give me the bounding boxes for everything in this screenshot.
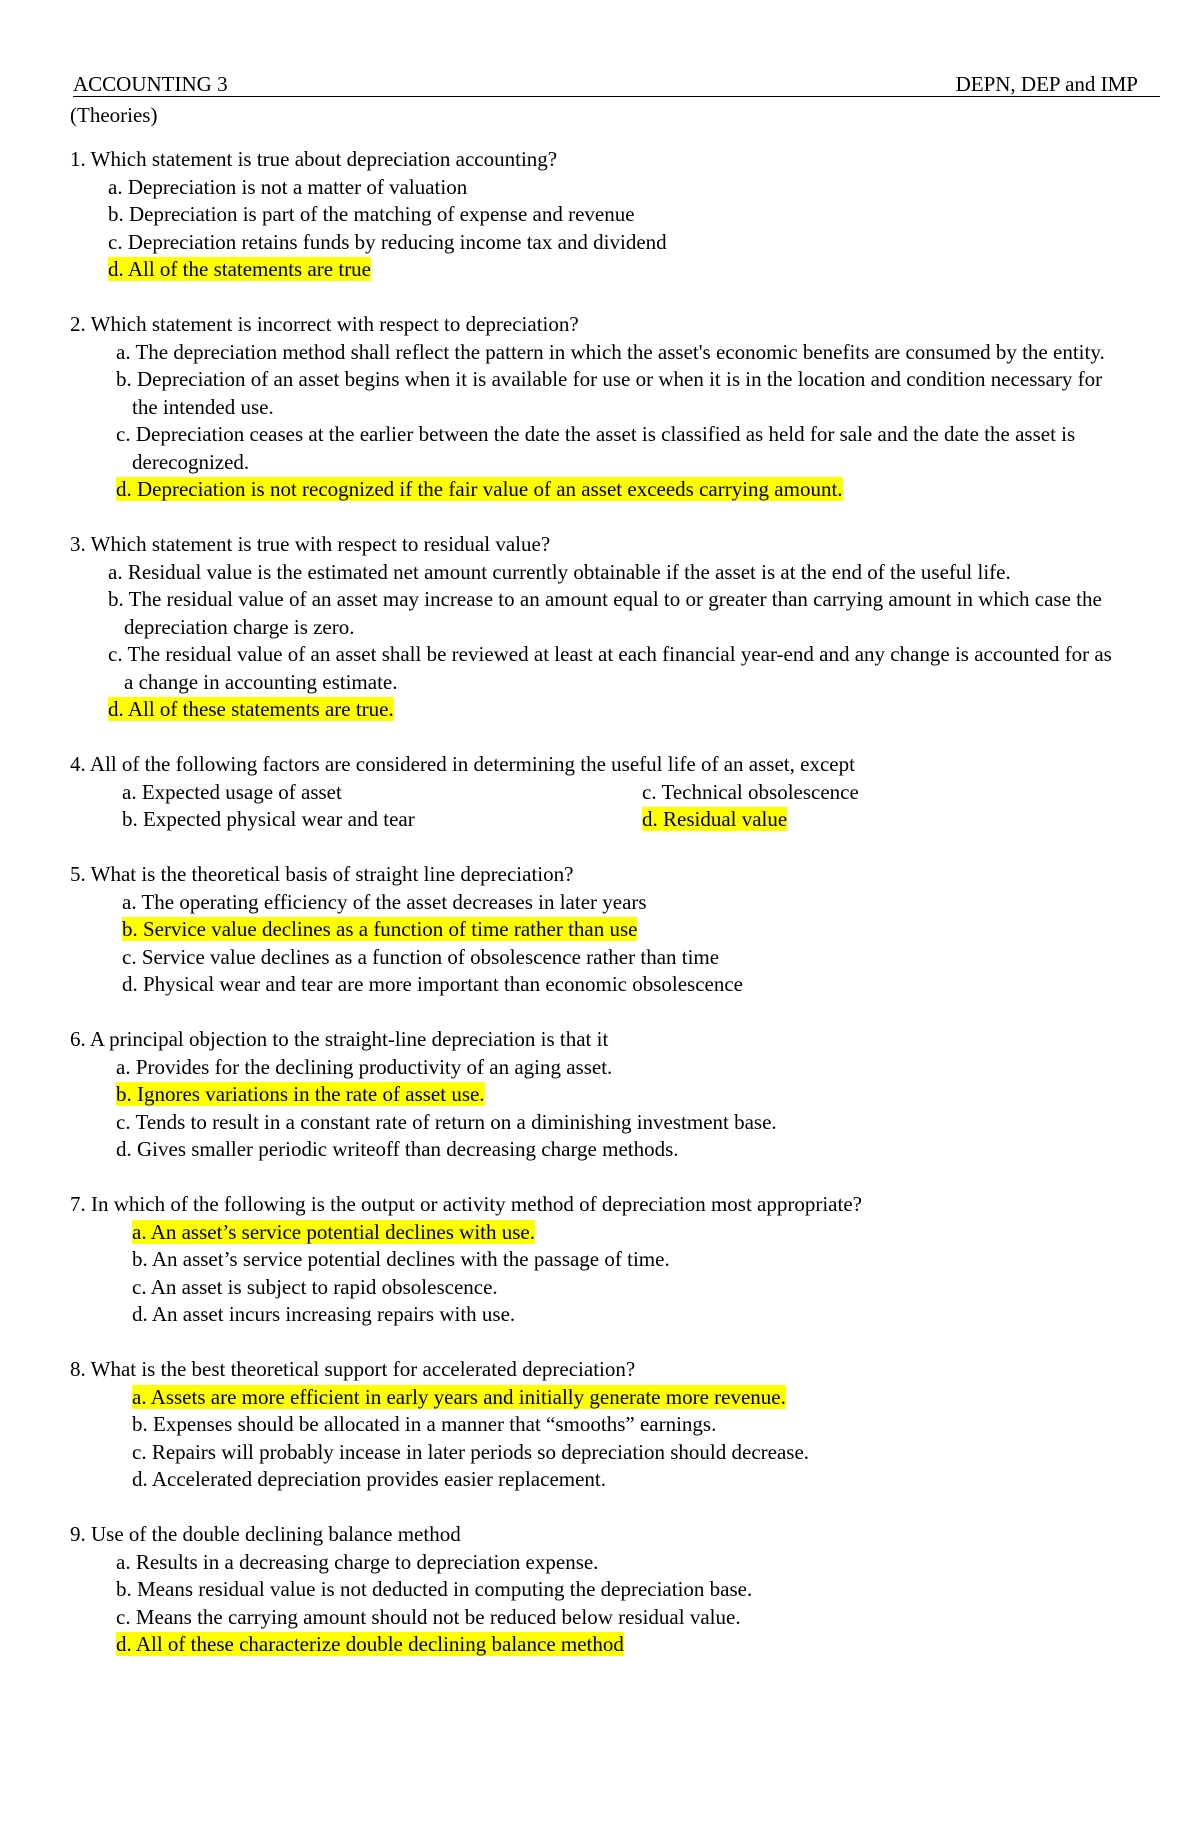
option-b: b. Expected physical wear and tear <box>122 807 415 831</box>
question-1 <box>70 146 1150 284</box>
option-b: b. Expenses should be allocated in a manner that “smooths” earnings. <box>132 1412 717 1436</box>
answer-highlight: a. An asset’s service potential declines with use. <box>132 1219 535 1244</box>
course-title: ACCOUNTING 3 <box>73 71 228 96</box>
question-stem: 4. All of the following factors are considered in determining the useful life of an asset, except <box>70 752 855 776</box>
option-c: c. Repairs will probably incease in later periods so depreciation should decrease. <box>132 1439 810 1464</box>
option-b-answer <box>122 916 1150 944</box>
option-a: a. The depreciation method shall reflect the pattern in which the asset's economic benefits are consumed by the entity. <box>116 339 1105 364</box>
option-a: a. The operating efficiency of the asset decreases in later years <box>122 889 647 914</box>
option-d-answer <box>108 696 1150 724</box>
question-8 <box>70 1356 1150 1494</box>
question-stem: 9. Use of the double declining balance method <box>70 1522 461 1546</box>
option-a-answer <box>132 1219 1150 1247</box>
option-d: d. Accelerated depreciation provides easier replacement. <box>132 1467 607 1491</box>
question-stem: 1. Which statement is true about depreciation accounting? <box>70 147 558 171</box>
topic-title: DEPN, DEP and IMP <box>955 71 1138 96</box>
question-stem: 8. What is the best theoretical support for accelerated depreciation? <box>70 1357 636 1381</box>
option-d: d. Gives smaller periodic writeoff than decreasing charge methods. <box>116 1137 679 1161</box>
answer-highlight: d. All of these statements are true. <box>108 697 394 721</box>
option-a: a. Depreciation is not a matter of valuation <box>108 174 468 199</box>
answer-highlight: d. All of the statements are true <box>108 257 372 281</box>
option-c: c. Tends to result in a constant rate of return on a diminishing investment base. <box>116 1109 777 1134</box>
option-c: c. Means the carrying amount should not be reduced below residual value. <box>116 1604 741 1629</box>
question-9 <box>70 1521 1150 1659</box>
option-b: b. Depreciation of an asset begins when it is available for use or when it is in the location and condition necessary for the intended use. <box>116 367 1103 419</box>
answer-highlight: d. All of these characterize double declining balance method <box>116 1632 624 1656</box>
section-subtitle: (Theories) <box>70 103 158 127</box>
question-stem: 7. In which of the following is the output or activity method of depreciation most appropriate? <box>70 1192 862 1216</box>
option-b: b. An asset’s service potential declines with the passage of time. <box>132 1247 670 1271</box>
answer-highlight: a. Assets are more efficient in early years and initially generate more revenue. <box>132 1384 786 1409</box>
option-c: c. Depreciation ceases at the earlier between the date the asset is classified as held for sale and the date the asset is derecognized. <box>116 422 1076 474</box>
option-b: b. Depreciation is part of the matching of expense and revenue <box>108 202 635 226</box>
question-4 <box>70 751 1150 834</box>
option-b: b. The residual value of an asset may increase to an amount equal to or greater than carrying amount in which case the depreciation charge is zero. <box>108 587 1102 639</box>
option-c: c. An asset is subject to rapid obsolescence. <box>132 1274 498 1299</box>
answer-highlight: b. Service value declines as a function of time rather than use <box>122 917 638 941</box>
option-c: c. Technical obsolescence <box>642 779 859 804</box>
answer-highlight: b. Ignores variations in the rate of asset use. <box>116 1082 485 1106</box>
option-c: c. Depreciation retains funds by reducing income tax and dividend <box>108 229 667 254</box>
question-stem: 2. Which statement is incorrect with respect to depreciation? <box>70 312 579 336</box>
option-a: a. Provides for the declining productivity of an aging asset. <box>116 1054 613 1079</box>
option-d-answer <box>116 1631 1150 1659</box>
answer-highlight: d. Depreciation is not recognized if the fair value of an asset exceeds carrying amount. <box>116 477 843 501</box>
question-stem: 5. What is the theoretical basis of straight line depreciation? <box>70 862 574 886</box>
question-stem: 3. Which statement is true with respect to residual value? <box>70 532 551 556</box>
option-d: d. Physical wear and tear are more important than economic obsolescence <box>122 972 744 996</box>
page-header <box>73 72 1160 97</box>
question-list <box>70 146 1150 1686</box>
question-6 <box>70 1026 1150 1164</box>
question-stem: 6. A principal objection to the straight-line depreciation is that it <box>70 1027 609 1051</box>
option-a-answer <box>132 1384 1150 1412</box>
option-c: c. Service value declines as a function of obsolescence rather than time <box>122 944 720 969</box>
option-a: a. Results in a decreasing charge to depreciation expense. <box>116 1549 599 1574</box>
question-3 <box>70 531 1150 724</box>
question-7 <box>70 1191 1150 1329</box>
option-a: a. Expected usage of asset <box>122 779 342 804</box>
option-b-answer <box>116 1081 1150 1109</box>
option-d-answer <box>116 476 1150 504</box>
question-5 <box>70 861 1150 999</box>
question-2 <box>70 311 1150 504</box>
option-d: d. An asset incurs increasing repairs with use. <box>132 1302 516 1326</box>
option-d-answer <box>642 806 1042 834</box>
option-a: a. Residual value is the estimated net amount currently obtainable if the asset is at the end of the useful life. <box>108 559 1011 584</box>
option-d-answer <box>108 256 1150 284</box>
option-c: c. The residual value of an asset shall be reviewed at least at each financial year-end and any change is accounted for as a change in accounting estimate. <box>108 642 1112 694</box>
option-b: b. Means residual value is not deducted in computing the depreciation base. <box>116 1577 753 1601</box>
answer-highlight: d. Residual value <box>642 807 788 831</box>
